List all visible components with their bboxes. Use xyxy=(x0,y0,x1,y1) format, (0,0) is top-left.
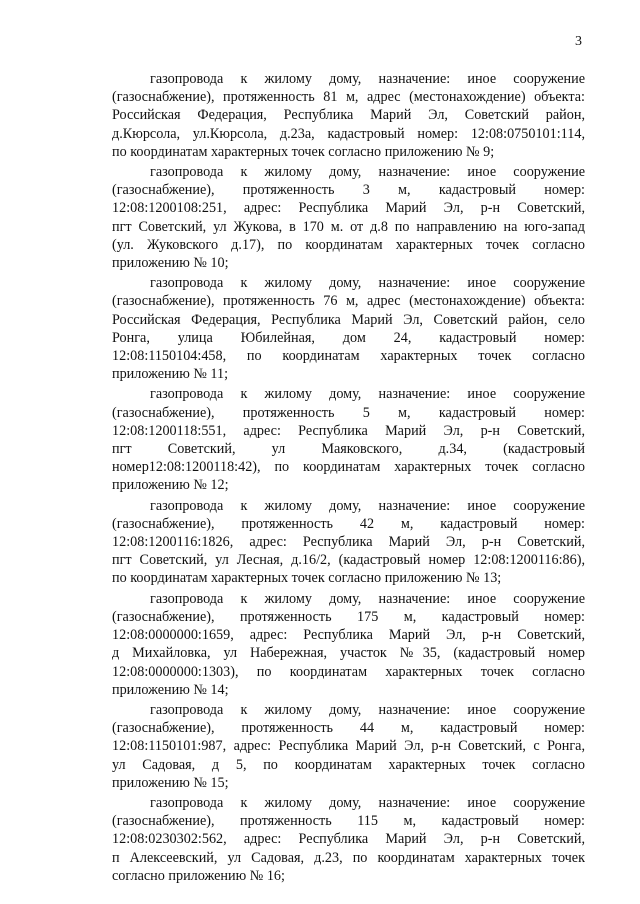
text-line: (газоснабжение), протяженность 42 м, кадастровый номер: xyxy=(112,515,585,532)
text-line: газопровода к жилому дому, назначение: иное сооружение xyxy=(150,386,585,403)
text-line: 12:08:1150101:987, адрес: Республика Марий Эл, р-н Советский, с Ронга, xyxy=(112,738,585,755)
text-line: газопровода к жилому дому, назначение: иное сооружение xyxy=(150,701,585,718)
paragraph xyxy=(112,701,585,792)
text-line: пгт Советский, ул Лесная, д.16/2, (кадастровый номер 12:08:1200116:86), xyxy=(112,552,585,569)
paragraph xyxy=(112,794,585,885)
text-line: 12:08:1200116:1826, адрес: Республика Марий Эл, р-н Советский, xyxy=(112,534,585,551)
text-line: д.Кюрсола, ул.Кюрсола, д.23а, кадастровый номер: 12:08:0750101:114, xyxy=(112,125,585,142)
text-line: (газоснабжение), протяженность 115 м, кадастровый номер: xyxy=(112,813,585,830)
text-line: (газоснабжение), протяженность 76 м, адрес (местонахождение) объекта: xyxy=(112,293,585,310)
text-line: газопровода к жилому дому, назначение: иное сооружение xyxy=(150,590,585,607)
text-line: (газоснабжение), протяженность 175 м, кадастровый номер: xyxy=(112,608,585,625)
text-line: 12:08:0000000:1303), по координатам характерных точек согласно xyxy=(112,663,585,680)
text-line: Ронга, улица Юбилейная, дом 24, кадастровый номер: xyxy=(112,329,585,346)
text-line: газопровода к жилому дому, назначение: иное сооружение xyxy=(150,794,585,811)
text-line: (газоснабжение), протяженность 44 м, кадастровый номер: xyxy=(112,720,585,737)
text-line: 12:08:1200108:251, адрес: Республика Марий Эл, р-н Советский, xyxy=(112,200,585,217)
paragraph xyxy=(112,385,585,494)
text-line: Российская Федерация, Республика Марий Эл, Советский район, xyxy=(112,107,585,124)
text-line: 12:08:0230302:562, адрес: Республика Марий Эл, р-н Советский, xyxy=(112,831,585,848)
paragraph xyxy=(112,163,585,272)
paragraph xyxy=(112,274,585,383)
text-line: пгт Советский, ул Жукова, в 170 м. от д.8 по направлению на юго-запад xyxy=(112,218,585,235)
text-line: 12:08:0000000:1659, адрес: Республика Марий Эл, р-н Советский, xyxy=(112,627,585,644)
paragraph xyxy=(112,70,585,161)
text-line: приложению № 15; xyxy=(112,774,229,791)
text-line: ул Садовая, д 5, по координатам характерных точек согласно xyxy=(112,756,585,773)
text-line: (ул. Жуковского д.17), по координатам характерных точек согласно xyxy=(112,236,585,253)
text-line: (газоснабжение), протяженность 5 м, кадастровый номер: xyxy=(112,404,585,421)
text-line: (газоснабжение), протяженность 81 м, адрес (местонахождение) объекта: xyxy=(112,89,585,106)
text-line: (газоснабжение), протяженность 3 м, кадастровый номер: xyxy=(112,182,585,199)
text-line: номер12:08:1200118:42), по координатам характерных точек согласно xyxy=(112,459,585,476)
text-line: 12:08:1150104:458, по координатам характерных точек согласно xyxy=(112,348,585,365)
text-line: п Алексеевский, ул Садовая, д.23, по координатам характерных точек xyxy=(112,849,585,866)
text-line: по координатам характерных точек согласно приложению № 13; xyxy=(112,570,502,587)
text-line: приложению № 10; xyxy=(112,255,229,272)
text-line: по координатам характерных точек согласно приложению № 9; xyxy=(112,143,495,160)
page-number: 3 xyxy=(575,34,582,49)
document-body xyxy=(112,70,585,887)
paragraph xyxy=(112,590,585,699)
text-line: приложению № 12; xyxy=(112,477,229,494)
text-line: газопровода к жилому дому, назначение: иное сооружение xyxy=(150,164,585,181)
text-line: газопровода к жилому дому, назначение: иное сооружение xyxy=(150,497,585,514)
text-line: д Михайловка, ул Набережная, участок №35, (кадастровый номер xyxy=(112,645,585,662)
text-line: пгт Советский, ул Маяковского, д.34, (кадастровый xyxy=(112,441,585,458)
text-line: согласно приложению № 16; xyxy=(112,867,285,884)
text-line: 12:08:1200118:551, адрес: Республика Марий Эл, р-н Советский, xyxy=(112,422,585,439)
text-line: приложению № 11; xyxy=(112,366,229,383)
text-line: приложению № 14; xyxy=(112,681,229,698)
text-line: газопровода к жилому дому, назначение: иное сооружение xyxy=(150,71,585,87)
paragraph xyxy=(112,497,585,588)
text-line: Российская Федерация, Республика Марий Эл, Советский район, село xyxy=(112,311,585,328)
text-line: газопровода к жилому дому, назначение: иное сооружение xyxy=(150,275,585,292)
